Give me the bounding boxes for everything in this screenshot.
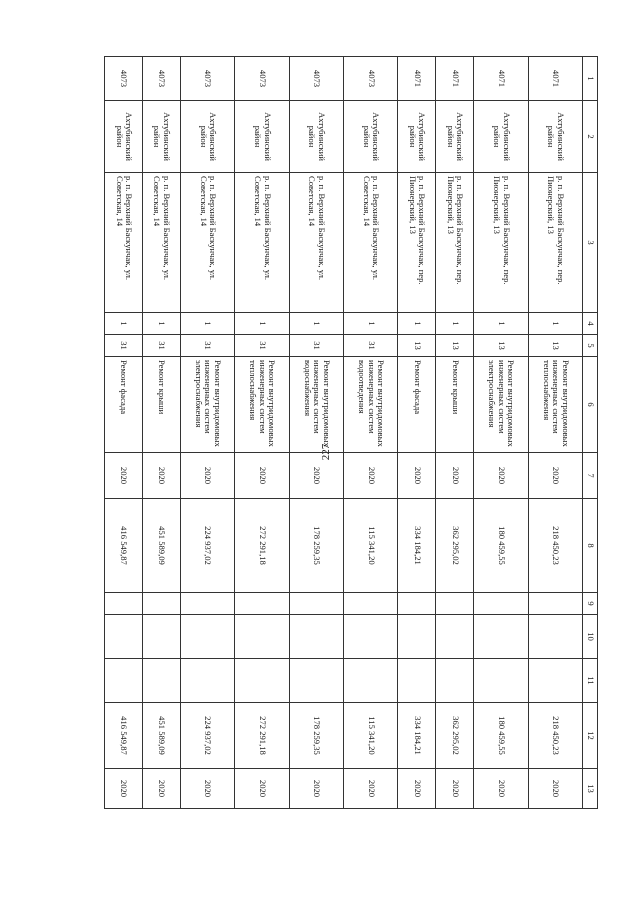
table-cell bbox=[143, 615, 181, 659]
table-cell: Ахтубинский район bbox=[235, 101, 289, 173]
table-cell: 13 bbox=[528, 335, 582, 357]
table-cell: 115 341,20 bbox=[344, 499, 398, 593]
rotated-table-container bbox=[104, 56, 598, 808]
table-cell bbox=[143, 593, 181, 615]
table-cell: 2020 bbox=[344, 769, 398, 809]
table-cell: р. п. Верхний Баскунчак, ул. Советская, 14 bbox=[235, 173, 289, 313]
table-cell: 2020 bbox=[289, 769, 343, 809]
column-number-header: 6 bbox=[583, 357, 598, 453]
table-cell: 2020 bbox=[180, 769, 234, 809]
table-cell: р. п. Верхний Баскунчак, ул. Советская, 14 bbox=[344, 173, 398, 313]
column-number-header: 13 bbox=[583, 769, 598, 809]
table-cell: 272 291,18 bbox=[235, 499, 289, 593]
table-cell: 1 bbox=[143, 313, 181, 335]
table-cell: 31 bbox=[289, 335, 343, 357]
column-number-row bbox=[583, 57, 598, 809]
table-cell: Ахтубинский район bbox=[398, 101, 436, 173]
table-cell bbox=[528, 659, 582, 703]
table-row bbox=[235, 57, 289, 809]
table-row bbox=[344, 57, 398, 809]
table-cell: 115 341,20 bbox=[344, 703, 398, 769]
column-number-header: 10 bbox=[583, 615, 598, 659]
table-cell bbox=[344, 593, 398, 615]
table-cell: 4071 bbox=[398, 57, 436, 101]
table-cell: 2020 bbox=[143, 769, 181, 809]
column-number-header: 11 bbox=[583, 659, 598, 703]
table-body bbox=[105, 57, 583, 809]
table-cell: 451 589,09 bbox=[143, 703, 181, 769]
table-cell: 4073 bbox=[143, 57, 181, 101]
table-row bbox=[105, 57, 143, 809]
table-cell: 4073 bbox=[344, 57, 398, 101]
table-cell bbox=[474, 615, 528, 659]
table-cell bbox=[344, 659, 398, 703]
table-cell: Ремонт фасада bbox=[105, 357, 143, 453]
table-cell bbox=[180, 615, 234, 659]
table-cell: р. п. Верхний Баскунчак, ул. Советская, 14 bbox=[180, 173, 234, 313]
table-cell bbox=[105, 659, 143, 703]
table-cell: 4073 bbox=[235, 57, 289, 101]
table-cell bbox=[398, 615, 436, 659]
table-cell bbox=[105, 615, 143, 659]
table-cell: р. п. Верхний Баскунчак, пер. Пионерский, 13 bbox=[398, 173, 436, 313]
table-cell: р. п. Верхний Баскунчак, ул. Советская, 14 bbox=[105, 173, 143, 313]
table-cell: 224 937,02 bbox=[180, 499, 234, 593]
column-number-header: 2 bbox=[583, 101, 598, 173]
table-cell: 1 bbox=[344, 313, 398, 335]
table-cell: 1 bbox=[474, 313, 528, 335]
table-row bbox=[398, 57, 436, 809]
column-number-header: 8 bbox=[583, 499, 598, 593]
table-cell bbox=[289, 615, 343, 659]
table-cell: 2020 bbox=[180, 453, 234, 499]
table-cell bbox=[436, 659, 474, 703]
table-row bbox=[143, 57, 181, 809]
table-cell: Ремонт крыши bbox=[436, 357, 474, 453]
table-cell: 2020 bbox=[289, 453, 343, 499]
table-cell: Ремонт внутридомовых инженерных систем теплоснабжения bbox=[235, 357, 289, 453]
column-number-header: 4 bbox=[583, 313, 598, 335]
table-cell: р. п. Верхний Баскунчак, пер. Пионерский, 13 bbox=[436, 173, 474, 313]
table-cell: 2020 bbox=[436, 769, 474, 809]
table-cell bbox=[143, 659, 181, 703]
table-cell: Ахтубинский район bbox=[474, 101, 528, 173]
page-number: 227 bbox=[320, 443, 332, 461]
table-cell bbox=[235, 593, 289, 615]
table-cell: 31 bbox=[235, 335, 289, 357]
table-cell: 4071 bbox=[436, 57, 474, 101]
column-number-header: 5 bbox=[583, 335, 598, 357]
table-cell: 1 bbox=[105, 313, 143, 335]
table-cell bbox=[180, 593, 234, 615]
table-cell: 1 bbox=[436, 313, 474, 335]
table-cell bbox=[344, 615, 398, 659]
table-cell: 416 549,87 bbox=[105, 499, 143, 593]
table-cell: 4071 bbox=[474, 57, 528, 101]
table-cell: Ахтубинский район bbox=[143, 101, 181, 173]
table-row bbox=[528, 57, 582, 809]
table-cell bbox=[474, 659, 528, 703]
table-cell: 1 bbox=[398, 313, 436, 335]
table-cell: 1 bbox=[289, 313, 343, 335]
table-cell: Ремонт внутридомовых инженерных систем водоотведения bbox=[344, 357, 398, 453]
table-cell: 31 bbox=[105, 335, 143, 357]
table-cell: 2020 bbox=[344, 453, 398, 499]
table-cell: 2020 bbox=[105, 453, 143, 499]
table-cell: 362 295,02 bbox=[436, 499, 474, 593]
table-cell: 218 450,23 bbox=[528, 499, 582, 593]
table-row bbox=[180, 57, 234, 809]
table-cell: 1 bbox=[528, 313, 582, 335]
table-cell: 180 459,55 bbox=[474, 703, 528, 769]
table-cell: Ремонт внутридомовых инженерных систем электроснабжения bbox=[474, 357, 528, 453]
column-number-header: 3 bbox=[583, 173, 598, 313]
table-cell bbox=[180, 659, 234, 703]
table-cell: 2020 bbox=[235, 453, 289, 499]
table-cell: 4073 bbox=[105, 57, 143, 101]
table-cell: 2020 bbox=[474, 769, 528, 809]
table-cell: 334 184,21 bbox=[398, 499, 436, 593]
table-cell bbox=[436, 615, 474, 659]
table-cell: 224 937,02 bbox=[180, 703, 234, 769]
table-cell: 31 bbox=[180, 335, 234, 357]
table-cell: Ремонт крыши bbox=[143, 357, 181, 453]
table-cell: Ахтубинский район bbox=[344, 101, 398, 173]
table-cell: 2020 bbox=[235, 769, 289, 809]
table-cell: 451 589,09 bbox=[143, 499, 181, 593]
table-cell bbox=[289, 593, 343, 615]
table-cell bbox=[289, 659, 343, 703]
table-cell bbox=[235, 659, 289, 703]
table-cell: Ремонт внутридомовых инженерных систем электроснабжения bbox=[180, 357, 234, 453]
table-cell: 4073 bbox=[289, 57, 343, 101]
column-number-header: 9 bbox=[583, 593, 598, 615]
table-cell: 1 bbox=[180, 313, 234, 335]
table-cell: Ахтубинский район bbox=[180, 101, 234, 173]
table-cell: 2020 bbox=[528, 453, 582, 499]
table-cell: 13 bbox=[436, 335, 474, 357]
table-cell bbox=[528, 615, 582, 659]
table-cell: Ахтубинский район bbox=[436, 101, 474, 173]
table-cell: Ахтубинский район bbox=[105, 101, 143, 173]
table-row bbox=[474, 57, 528, 809]
table-cell: Ремонт внутридомовых инженерных систем водоснабжения bbox=[289, 357, 343, 453]
table-cell: 178 259,35 bbox=[289, 703, 343, 769]
table-row bbox=[436, 57, 474, 809]
table-cell: 2020 bbox=[528, 769, 582, 809]
table-cell: 334 184,21 bbox=[398, 703, 436, 769]
table-cell: 362 295,02 bbox=[436, 703, 474, 769]
table-cell: р. п. Верхний Баскунчак, ул. Советская, 14 bbox=[143, 173, 181, 313]
table-cell bbox=[105, 593, 143, 615]
table-cell: 2020 bbox=[105, 769, 143, 809]
table-cell: 180 459,55 bbox=[474, 499, 528, 593]
table-cell bbox=[398, 593, 436, 615]
table-cell bbox=[398, 659, 436, 703]
table-cell: 1 bbox=[235, 313, 289, 335]
table-cell: р. п. Верхний Баскунчак, ул. Советская, 14 bbox=[289, 173, 343, 313]
table-cell: 272 291,18 bbox=[235, 703, 289, 769]
table-row bbox=[289, 57, 343, 809]
table-cell: 2020 bbox=[474, 453, 528, 499]
table-cell bbox=[235, 615, 289, 659]
table-cell: 2020 bbox=[436, 453, 474, 499]
table-cell: 2020 bbox=[143, 453, 181, 499]
table-cell: 13 bbox=[474, 335, 528, 357]
repair-program-table bbox=[104, 56, 598, 809]
table-cell: р. п. Верхний Баскунчак, пер. Пионерский, 13 bbox=[474, 173, 528, 313]
table-cell: 13 bbox=[398, 335, 436, 357]
column-number-header: 12 bbox=[583, 703, 598, 769]
table-cell: 31 bbox=[143, 335, 181, 357]
table-cell: 178 259,35 bbox=[289, 499, 343, 593]
table-cell: 218 450,23 bbox=[528, 703, 582, 769]
table-cell: Ахтубинский район bbox=[528, 101, 582, 173]
table-cell: 4071 bbox=[528, 57, 582, 101]
table-cell: 2020 bbox=[398, 769, 436, 809]
table-cell bbox=[436, 593, 474, 615]
table-cell: 416 549,87 bbox=[105, 703, 143, 769]
table-cell: Ремонт фасада bbox=[398, 357, 436, 453]
table-cell: р. п. Верхний Баскунчак, пер. Пионерский, 13 bbox=[528, 173, 582, 313]
table-cell bbox=[528, 593, 582, 615]
column-number-header: 7 bbox=[583, 453, 598, 499]
column-number-header: 1 bbox=[583, 57, 598, 101]
table-cell: 4073 bbox=[180, 57, 234, 101]
table-cell: 31 bbox=[344, 335, 398, 357]
table-cell bbox=[474, 593, 528, 615]
table-cell: Ахтубинский район bbox=[289, 101, 343, 173]
table-cell: 2020 bbox=[398, 453, 436, 499]
table-cell: Ремонт внутридомовых инженерных систем теплоснабжения bbox=[528, 357, 582, 453]
